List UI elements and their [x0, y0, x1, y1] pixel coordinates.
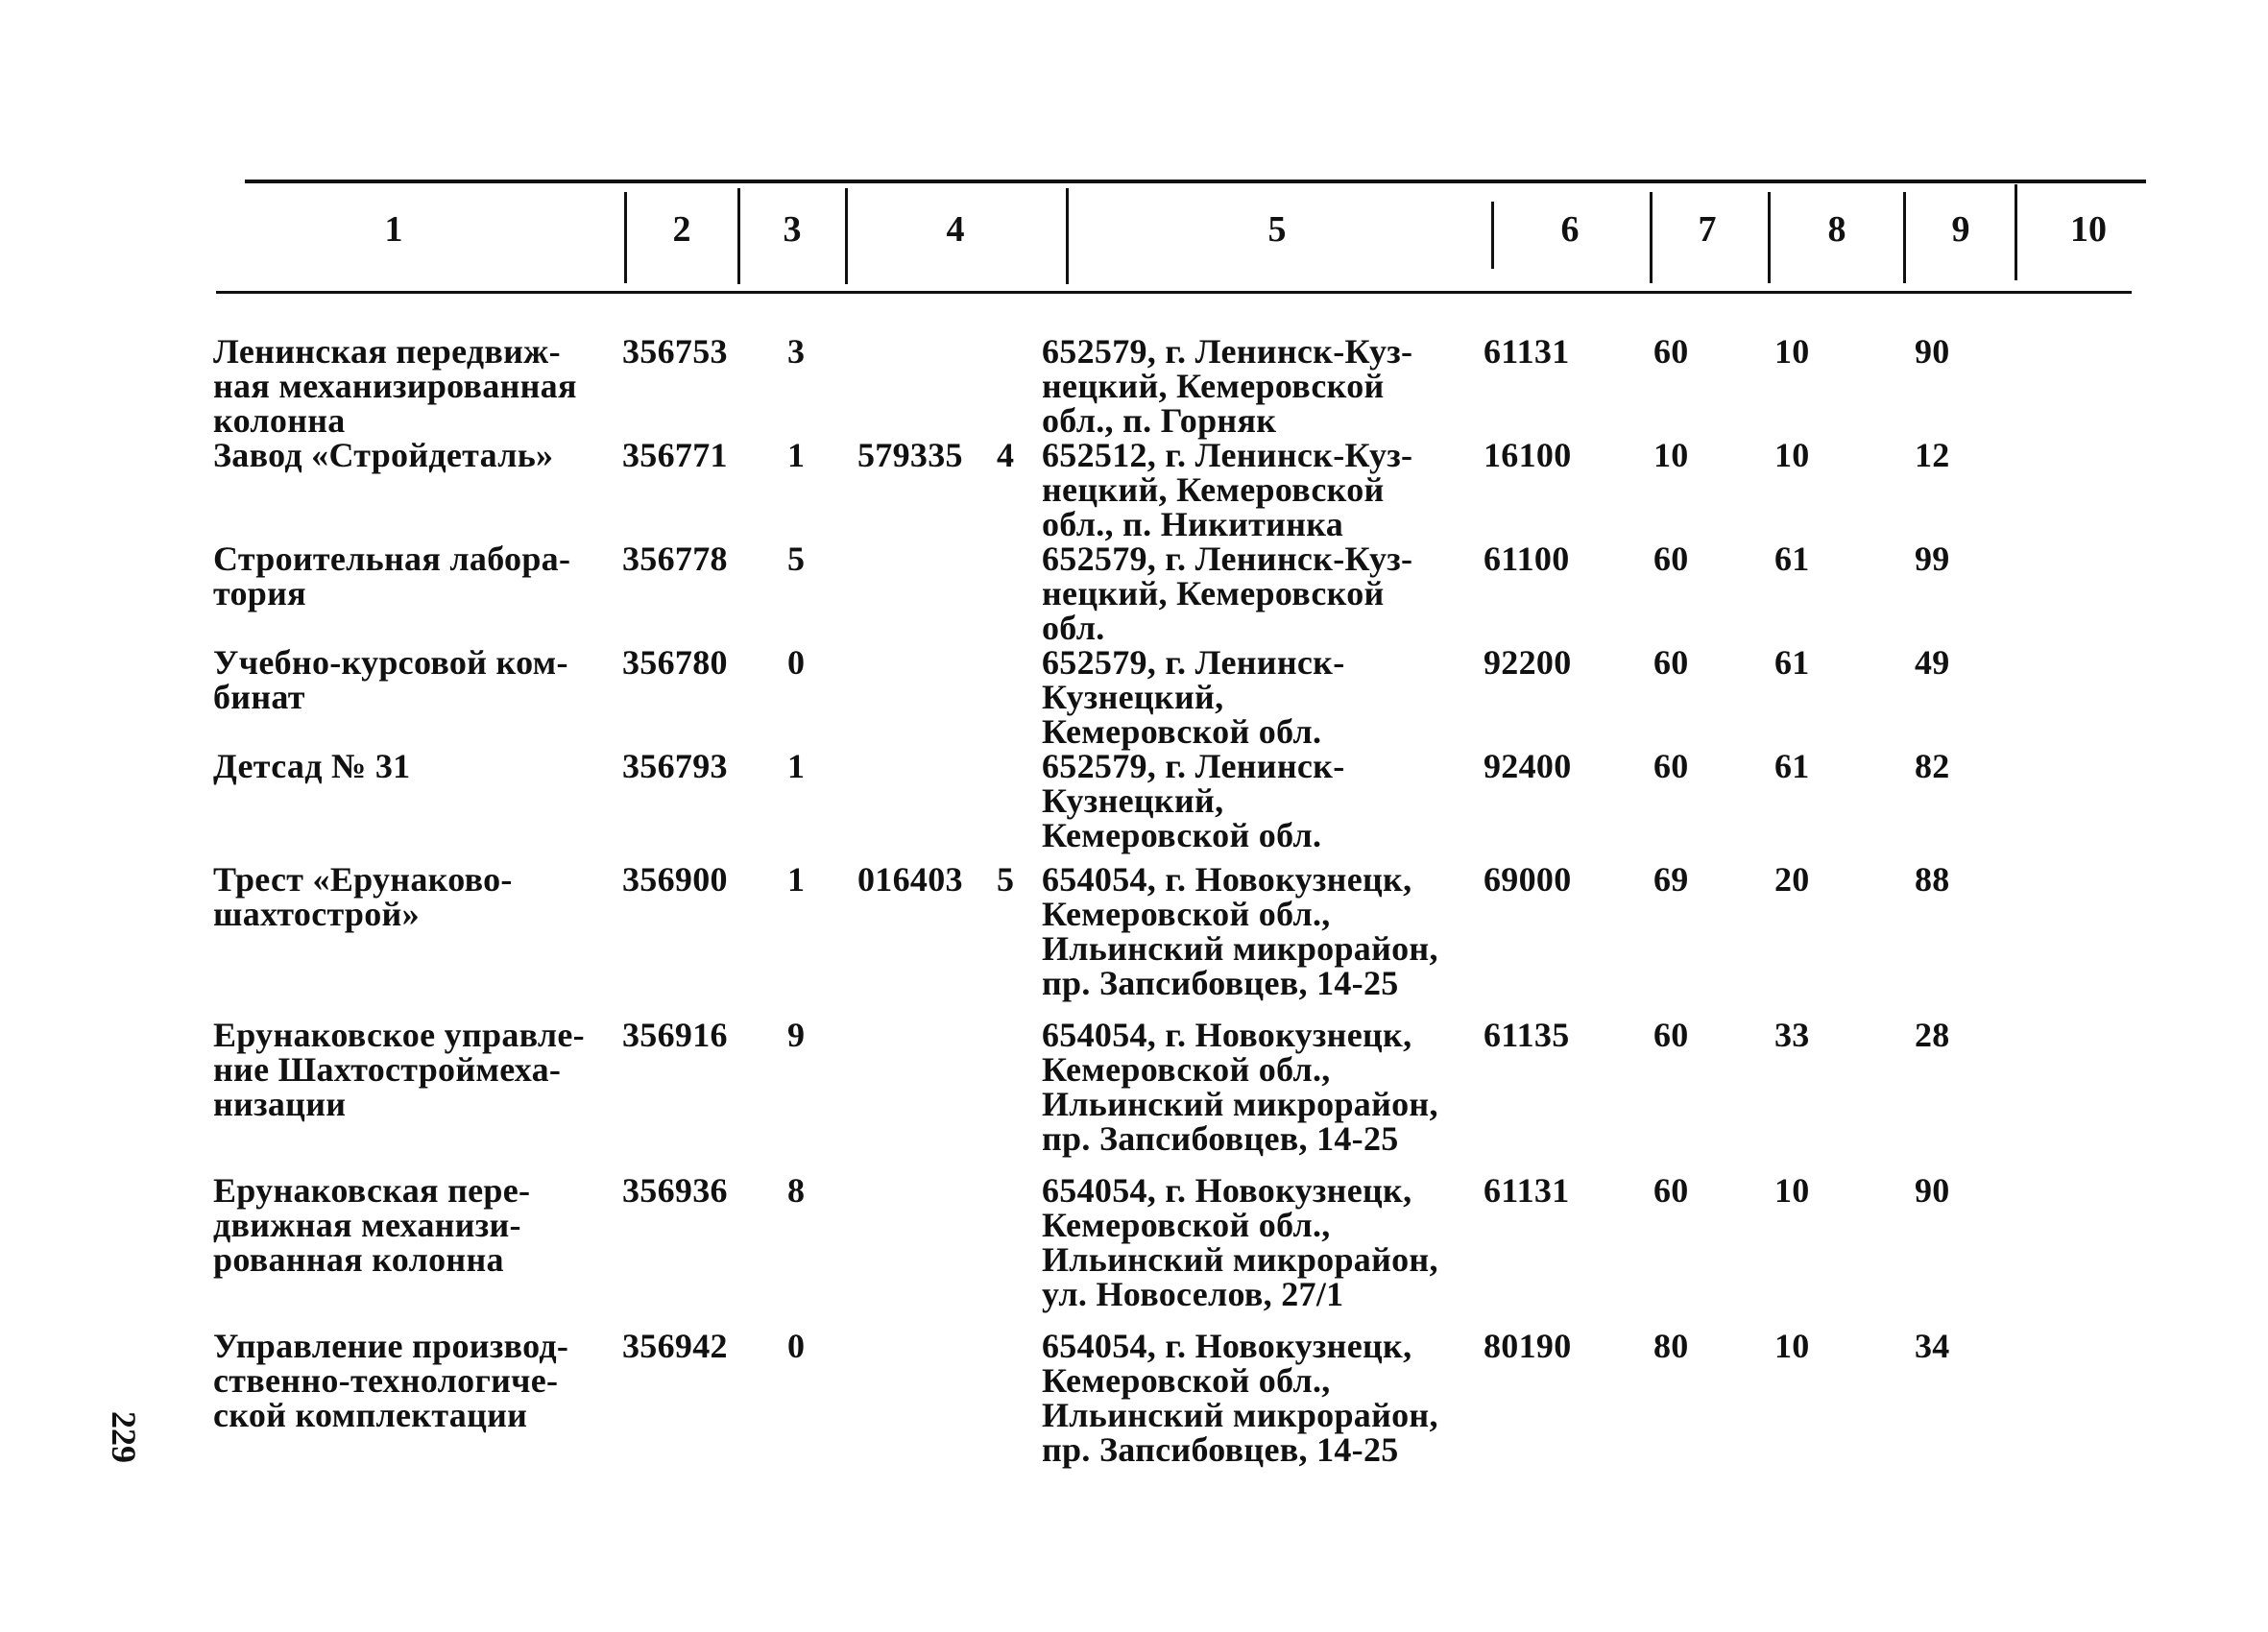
col8-value: 10	[1774, 1327, 1810, 1365]
header-separator	[624, 192, 627, 283]
header-separator	[737, 188, 740, 284]
header-separator	[1491, 202, 1494, 269]
okpo-code: 016403	[857, 860, 963, 899]
org-code: 356936	[622, 1171, 728, 1210]
org-code: 356780	[622, 643, 728, 682]
address: 652579, г. Ленинск-Куз- нецкий, Кемеровской обл.	[1042, 540, 1413, 647]
col7-value: 60	[1653, 332, 1689, 371]
col8-value: 10	[1774, 332, 1810, 371]
check-digit: 8	[787, 1171, 806, 1210]
header-col-2: 2	[672, 209, 691, 250]
col8-value: 20	[1774, 860, 1810, 899]
check-digit: 0	[787, 643, 806, 682]
col6-value: 61100	[1484, 540, 1570, 578]
header-col-1: 1	[384, 209, 403, 250]
header-col-5: 5	[1267, 209, 1287, 250]
col7-value: 69	[1653, 860, 1689, 899]
col6-value: 61131	[1484, 332, 1570, 371]
check-digit: 3	[787, 332, 806, 371]
header-col-8: 8	[1827, 209, 1846, 250]
col7-value: 60	[1653, 1016, 1689, 1054]
address: 654054, г. Новокузнецк, Кемеровской обл., Ильинский микрорайон, ул. Новоселов, 27/1	[1042, 1171, 1438, 1313]
check-digit: 5	[787, 540, 806, 578]
col8-value: 61	[1774, 540, 1810, 578]
col9-value: 90	[1915, 332, 1950, 371]
check-digit: 0	[787, 1327, 806, 1365]
col9-value: 34	[1915, 1327, 1950, 1365]
org-code: 356771	[622, 436, 728, 474]
header-separator	[1650, 192, 1653, 283]
org-code: 356793	[622, 747, 728, 785]
check-digit: 1	[787, 436, 806, 474]
org-code: 356900	[622, 860, 728, 899]
address: 652579, г. Ленинск- Кузнецкий, Кемеровской обл.	[1042, 643, 1345, 751]
okpo-digit: 4	[997, 436, 1015, 474]
check-digit: 1	[787, 860, 806, 899]
org-code: 356778	[622, 540, 728, 578]
table-top-rule	[245, 180, 2146, 183]
header-separator	[1066, 188, 1069, 284]
col8-value: 61	[1774, 643, 1810, 682]
org-code: 356753	[622, 332, 728, 371]
col9-value: 90	[1915, 1171, 1950, 1210]
address: 654054, г. Новокузнецк, Кемеровской обл., Ильинский микрорайон, пр. Запсибовцев, 14-25	[1042, 1016, 1438, 1158]
header-col-9: 9	[1951, 209, 1970, 250]
address: 654054, г. Новокузнецк, Кемеровской обл., Ильинский микрорайон, пр. Запсибовцев, 14-25	[1042, 860, 1438, 1002]
col7-value: 10	[1653, 436, 1689, 474]
header-separator	[1903, 192, 1906, 283]
col6-value: 92400	[1484, 747, 1572, 785]
col6-value: 16100	[1484, 436, 1572, 474]
header-col-4: 4	[946, 209, 965, 250]
org-name: Строительная лабора- тория	[213, 540, 571, 612]
address: 652579, г. Ленинск- Кузнецкий, Кемеровской обл.	[1042, 747, 1345, 854]
header-separator	[845, 188, 848, 284]
org-name: Управление производ- ственно-технологиче- ской комплектации	[213, 1327, 569, 1434]
col7-value: 60	[1653, 747, 1689, 785]
col8-value: 10	[1774, 1171, 1810, 1210]
col7-value: 60	[1653, 1171, 1689, 1210]
page-number: 229	[105, 1411, 143, 1463]
col9-value: 82	[1915, 747, 1950, 785]
col6-value: 61131	[1484, 1171, 1570, 1210]
col6-value: 69000	[1484, 860, 1572, 899]
address: 652512, г. Ленинск-Куз- нецкий, Кемеровской обл., п. Никитинка	[1042, 436, 1413, 543]
header-separator	[1768, 192, 1771, 283]
col6-value: 92200	[1484, 643, 1572, 682]
col7-value: 80	[1653, 1327, 1689, 1365]
okpo-code: 579335	[857, 436, 963, 474]
col6-value: 61135	[1484, 1016, 1570, 1054]
header-separator	[2015, 184, 2017, 280]
okpo-digit: 5	[997, 860, 1015, 899]
org-name: Завод «Стройдеталь»	[213, 436, 554, 474]
header-col-7: 7	[1698, 209, 1717, 250]
org-name: Ерунаковское управле- ние Шахтостроймеха- низации	[213, 1016, 585, 1123]
col7-value: 60	[1653, 643, 1689, 682]
address: 652579, г. Ленинск-Куз- нецкий, Кемеровской обл., п. Горняк	[1042, 332, 1413, 440]
header-bottom-rule	[216, 291, 2132, 294]
col7-value: 60	[1653, 540, 1689, 578]
org-name: Ерунаковская пере- движная механизи- рованная колонна	[213, 1171, 531, 1279]
header-col-10: 10	[2070, 209, 2107, 250]
col9-value: 28	[1915, 1016, 1950, 1054]
col9-value: 88	[1915, 860, 1950, 899]
org-code: 356942	[622, 1327, 728, 1365]
col8-value: 10	[1774, 436, 1810, 474]
org-name: Ленинская передвиж- ная механизированная колонна	[213, 332, 577, 440]
col9-value: 49	[1915, 643, 1950, 682]
org-name: Детсад № 31	[213, 747, 411, 785]
col8-value: 33	[1774, 1016, 1810, 1054]
col9-value: 12	[1915, 436, 1950, 474]
col8-value: 61	[1774, 747, 1810, 785]
header-col-6: 6	[1560, 209, 1580, 250]
check-digit: 9	[787, 1016, 806, 1054]
org-name: Трест «Ерунаково- шахтострой»	[213, 860, 513, 933]
address: 654054, г. Новокузнецк, Кемеровской обл., Ильинский микрорайон, пр. Запсибовцев, 14-25	[1042, 1327, 1438, 1469]
col9-value: 99	[1915, 540, 1950, 578]
col6-value: 80190	[1484, 1327, 1572, 1365]
org-name: Учебно-курсовой ком- бинат	[213, 643, 568, 716]
org-code: 356916	[622, 1016, 728, 1054]
check-digit: 1	[787, 747, 806, 785]
header-col-3: 3	[783, 209, 802, 250]
